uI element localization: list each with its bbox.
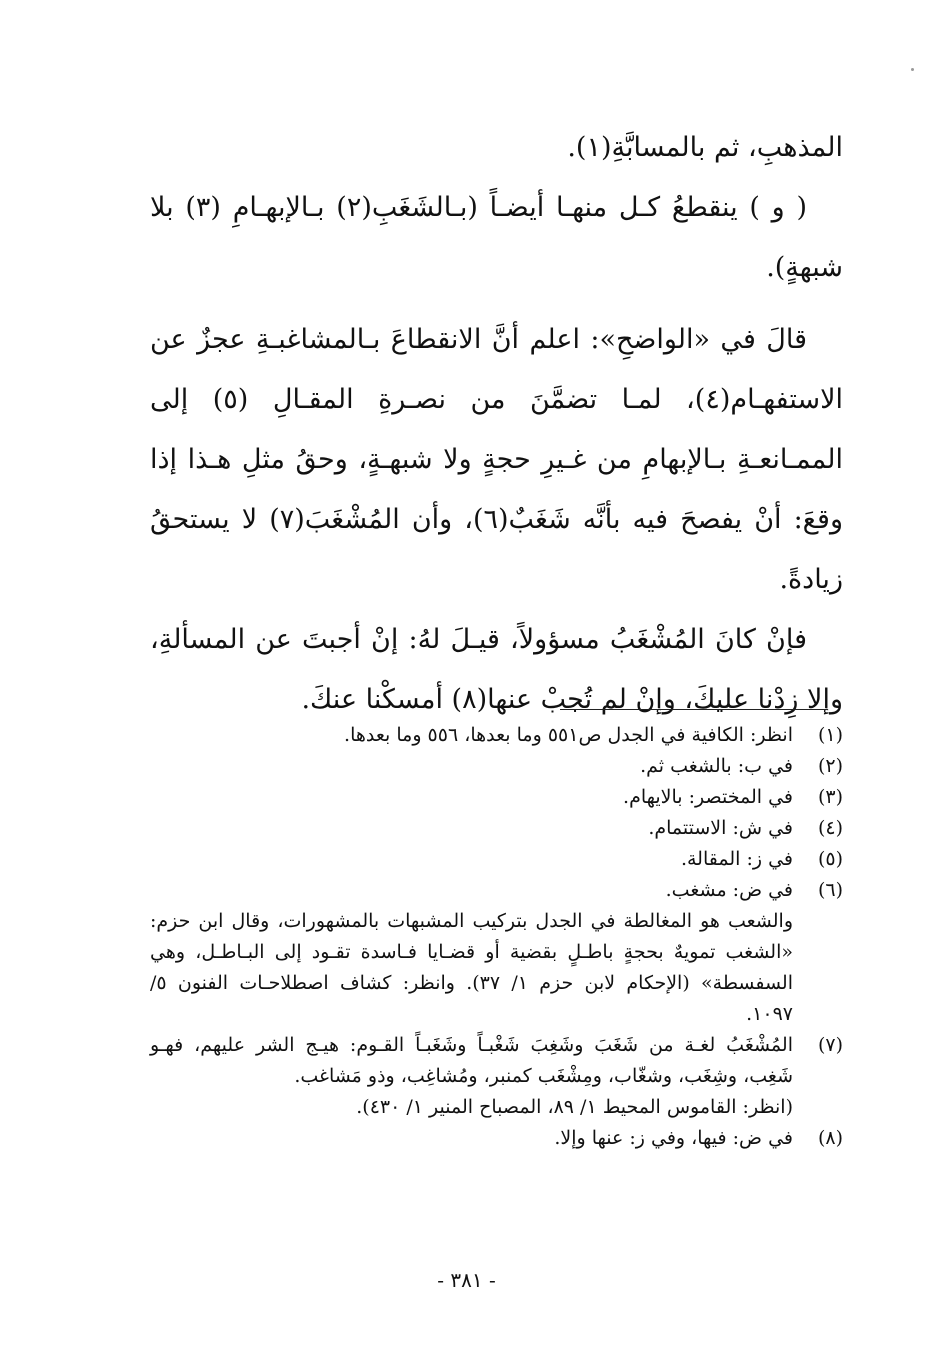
footnote bbox=[150, 875, 843, 1030]
footnote-line: (انظر: القاموس المحيط ١/ ٨٩، المصباح المنير ١/ ٤٣٠). bbox=[356, 1096, 793, 1118]
footnote-line: في ش: الاستتمام. bbox=[648, 817, 793, 839]
footnote-line: في ب: بالشغب ثم. bbox=[640, 755, 793, 777]
page-number: - ٣٨١ - bbox=[437, 1268, 496, 1292]
footnote-line: انظر: الكافية في الجدل ص٥٥١ وما بعدها، ٥٥٦ وما بعدها. bbox=[344, 724, 793, 746]
footnote-text bbox=[150, 844, 793, 875]
footnote-text bbox=[150, 875, 793, 1030]
footnote bbox=[150, 1030, 843, 1123]
footnote bbox=[150, 720, 843, 751]
footnote bbox=[150, 782, 843, 813]
footnote-line: المُشْغَبُ لغـة من شَغَبَ وشَغِبَ شَغْبـاً وشَغَبـاً القـوم: هيـج الشر عليهم، فهـو شَغِب، وشِغَب، وشغّاب، ومِشْغَب كمنبر، ومُشاغِب، وذو مَشاغب. bbox=[150, 1034, 793, 1087]
paragraph: فإنْ كانَ المُشْغَبُ مسؤولاً، قيـلَ لهُ: إنْ أجبتَ عن المسألةِ، وإلا زِدْنا عليكَ، وإنْ لم تُجبْ عنها(٨) أمسكْنا عنكَ. bbox=[150, 624, 843, 715]
footnote-line: في ض: مشغب. bbox=[665, 879, 793, 901]
footnote-text bbox=[150, 1030, 793, 1123]
footnote-text bbox=[150, 720, 793, 751]
footnote-number: (٥) bbox=[817, 848, 843, 870]
footnote-text bbox=[150, 751, 793, 782]
footnote-number: (٢) bbox=[817, 755, 843, 777]
footnote-text bbox=[150, 782, 793, 813]
footnote-separator bbox=[560, 709, 828, 710]
footnote-line: في ز: المقالة. bbox=[680, 848, 793, 870]
footnote bbox=[150, 1123, 843, 1154]
footnote bbox=[150, 844, 843, 875]
footnote-number: (٨) bbox=[817, 1127, 843, 1149]
footnote-number: (١) bbox=[817, 724, 843, 746]
footnotes bbox=[150, 720, 843, 1154]
footnote-number: (٣) bbox=[817, 786, 843, 808]
footnote-number: (٧) bbox=[817, 1034, 843, 1056]
footnote bbox=[150, 751, 843, 782]
footnote bbox=[150, 813, 843, 844]
footnote-text bbox=[150, 1123, 793, 1154]
paragraph: المذهبِ، ثم بالمسابَّةِ(١). bbox=[567, 132, 843, 163]
paragraph: ( و ) ينقطعُ كـل منهـا أيضـاً (بـالشَغَبِ(٢) بـالإبهـامِ (٣) بلا شبهةٍ). bbox=[150, 192, 843, 283]
margin-speck bbox=[911, 68, 914, 71]
footnote-number: (٦) bbox=[817, 879, 843, 901]
footnote-text bbox=[150, 813, 793, 844]
main-text bbox=[150, 118, 843, 730]
paragraph: قالَ في «الواضحِ»: اعلم أنَّ الانقطاعَ بـالمشاغبـةِ عجزٌ عن الاستفهـام(٤)، لمـا تضمَّنَ من نصـرةِ المقـالِ (٥) إلى الممـانعـةِ بـالإبهامِ من غـيرِ حجةٍ ولا شبهـةٍ، وحقُ مثلِ هـذا إذا وقعَ: أنْ يفصحَ فيه بأنَّه شَغَبٌ(٦)، وأن المُشْغَبَ(٧) لا يستحقُ زيادةً. bbox=[150, 324, 844, 595]
footnote-line: والشعب هو المغالطة في الجدل بتركيب المشبهات بالمشهورات، وقال ابن حزم: «الشغب تمويهٌ بحجةٍ باطـلٍ بقضية أو قضـايا فـاسدة تقـود إلى البـاطـل، وهي السفسطة» (الإحكام لابن حزم ١/ ٣٧). وانظر: كشاف اصطلاحـات الفنون ٥/ ١٠٩٧. bbox=[150, 910, 793, 1025]
footnote-line: في ض: فيها، وفي ز: عنها وإلا. bbox=[554, 1127, 793, 1149]
footnote-line: في المختصر: بالايهام. bbox=[623, 786, 793, 808]
footnote-number: (٤) bbox=[817, 817, 843, 839]
